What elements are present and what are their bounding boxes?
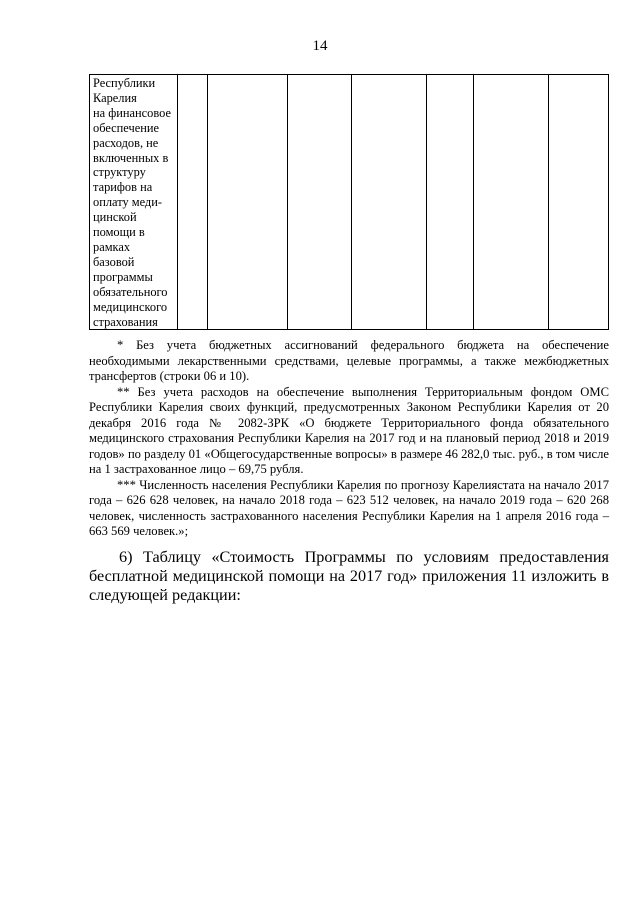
row-label-line: цинской [93,210,137,225]
row-label-line: расходов, не [93,135,159,150]
row-label-line: медицинского [93,299,168,314]
row-label-line: программы [93,269,153,284]
footnote-3: *** Численность населения Республики Карелия по прогнозу Карелиястата на начало 2017 года – 626 628 человек, на начало 2018 года – 623 512 человек, на начало 2019 года – 620 268 человек, численность застрахованного населения Республики Карелия на 1 апреля 2016 года – 663 569 человек.»; [89,477,609,538]
row-label-line: страхования [93,314,158,329]
row-label-line: оплату меди- [93,195,162,210]
table-cell [288,75,352,330]
row-label-line: помощи в [93,225,145,240]
footnote-1: * Без учета бюджетных ассигнований федерального бюджета на обеспечение необходимыми лекарственными средствами, целевые программы, а также межбюджетных трансфертов (строки 06 и 10). [89,338,609,383]
row-label-line: базовой [93,254,135,269]
page-number: 14 [312,38,328,54]
instruction-paragraph: 6) Таблицу «Стоимость Программы по условиям предоставления бесплатной медицинской помощи на 2017 год» приложения 11 изложить в следующей редакции: [89,548,609,604]
row-label-line: обеспечение [93,120,159,135]
row-label-line: включенных в [93,150,169,165]
row-label-line: обязательного [93,284,168,299]
row-label-line: рамках [93,239,131,254]
row-label-line: на финансовое [93,105,171,120]
row-label-line: структуру [93,165,146,180]
footnotes [89,338,609,540]
row-label-cell [90,75,178,330]
table-row [90,75,609,330]
table-cell [208,75,288,330]
table-cell [474,75,549,330]
row-label-line: Республики [93,76,156,90]
table-cell [549,75,609,330]
row-label-line: Карелия [93,90,137,105]
footnote-2: ** Без учета расходов на обеспечение выполнения Территориальным фондом ОМС Республики Карелия своих функций, предусмотренных Законом Республики Карелия от 20 декабря 2016 года № 2082-ЗРК «О бюджете Территориального фонда обязательного медицинского страхования Республики Карелия на 2017 год и на плановый период 2018 и 2019 годов» по разделу 01 «Общегосударственные вопросы» в размере 46 282,0 тыс. руб., в том числе на 1 застрахованное лицо – 69,75 рубля. [89,384,609,476]
continued-table [89,74,609,330]
table-cell [427,75,474,330]
table-cell [178,75,208,330]
table-cell [352,75,427,330]
row-label-line: тарифов на [93,180,153,195]
